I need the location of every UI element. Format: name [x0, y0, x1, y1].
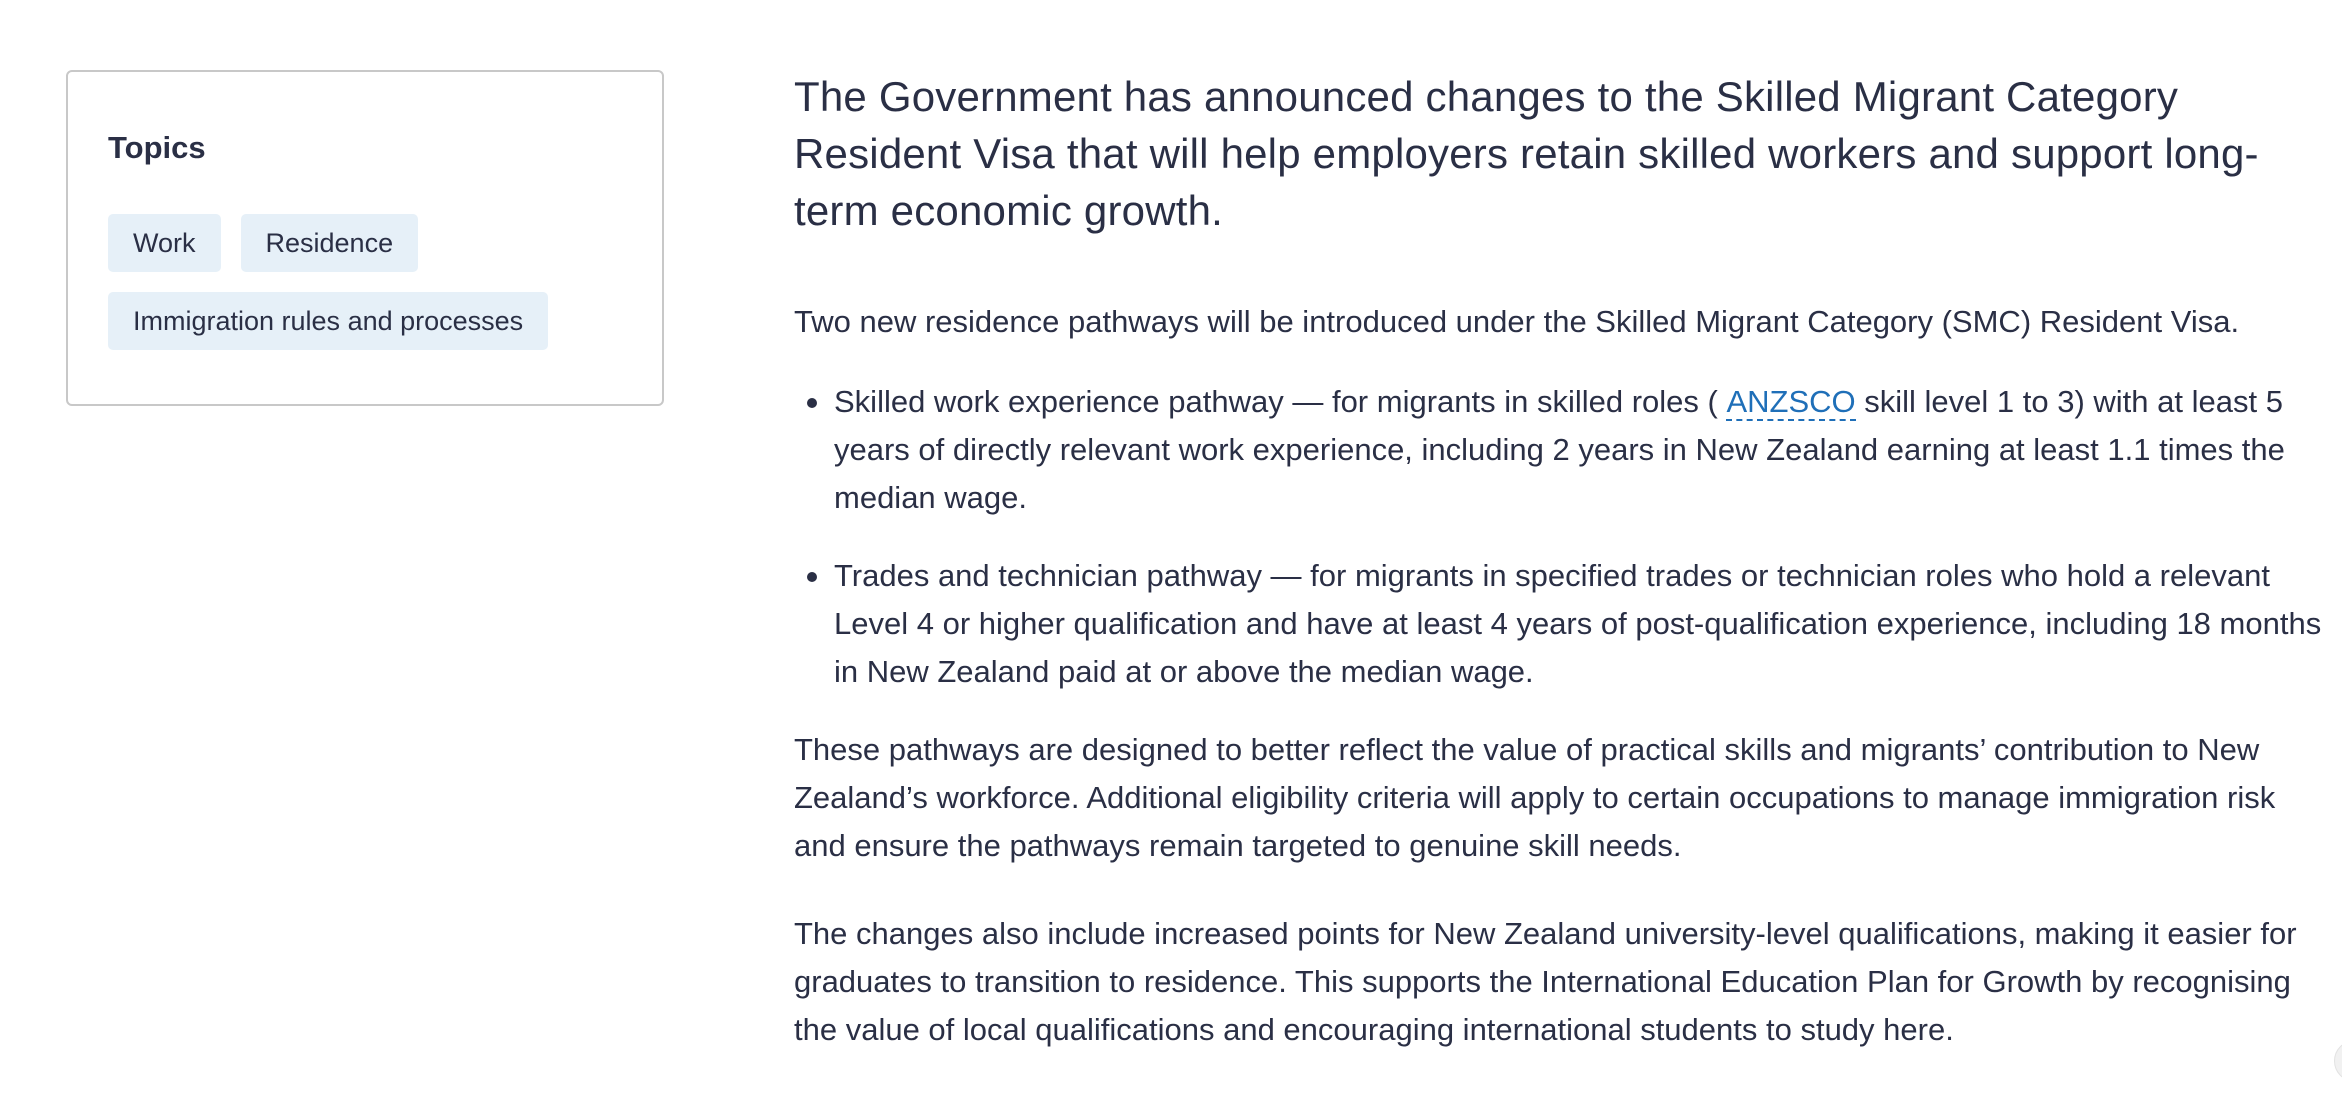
intro-paragraph: Two new residence pathways will be introduced under the Skilled Migrant Category (SMC) Resident Visa.: [794, 304, 2240, 339]
article-body: [794, 68, 2334, 1054]
pathways-list: [794, 378, 2334, 696]
scroll-to-top-button[interactable]: [2334, 1040, 2342, 1082]
pathways-paragraph: These pathways are designed to better reflect the value of practical skills and migrants’ contribution to New Zealand’s workforce. Additional eligibility criteria will apply to certain occupations to manage immigration risk and ensure the pathways remain targeted to genuine skill needs.: [794, 732, 2276, 863]
topics-card: [66, 70, 664, 406]
bullet-icon: [807, 572, 817, 582]
lead-paragraph: The Government has announced changes to the Skilled Migrant Category Resident Visa that will help employers retain skilled workers and support long-term economic growth.: [794, 73, 2259, 234]
tag-immigration-rules[interactable]: Immigration rules and processes: [108, 292, 548, 350]
bullet-icon: [807, 398, 817, 408]
changes-paragraph: The changes also include increased points for New Zealand university-level qualifications, making it easier for graduates to transition to residence. This supports the International Education Plan for Growth by recognising the value of local qualifications and encouraging international students to study here.: [794, 916, 2297, 1047]
topics-heading: Topics: [108, 130, 206, 165]
bullet-text: Trades and technician pathway — for migrants in specified trades or technician roles who hold a relevant Level 4 or higher qualification and have at least 4 years of post-qualification experience, including 18 months in New Zealand paid at or above the median wage.: [834, 558, 2322, 689]
bullet-text-start: Skilled work experience pathway — for migrants in skilled roles (: [834, 384, 1727, 419]
tag-residence[interactable]: Residence: [241, 214, 419, 272]
bullet-text-end: skill level 1 to 3) with at least 5 years of directly relevant work experience, including 2 years in New Zealand earning at least 1.1 times the median wage.: [834, 384, 2285, 515]
tag-work[interactable]: Work: [108, 214, 221, 272]
anzsco-link[interactable]: ANZSCO: [1726, 384, 1856, 419]
list-item-trades: [794, 552, 2334, 696]
list-item-skilled-work: [794, 378, 2334, 522]
topic-tags: [108, 214, 628, 350]
